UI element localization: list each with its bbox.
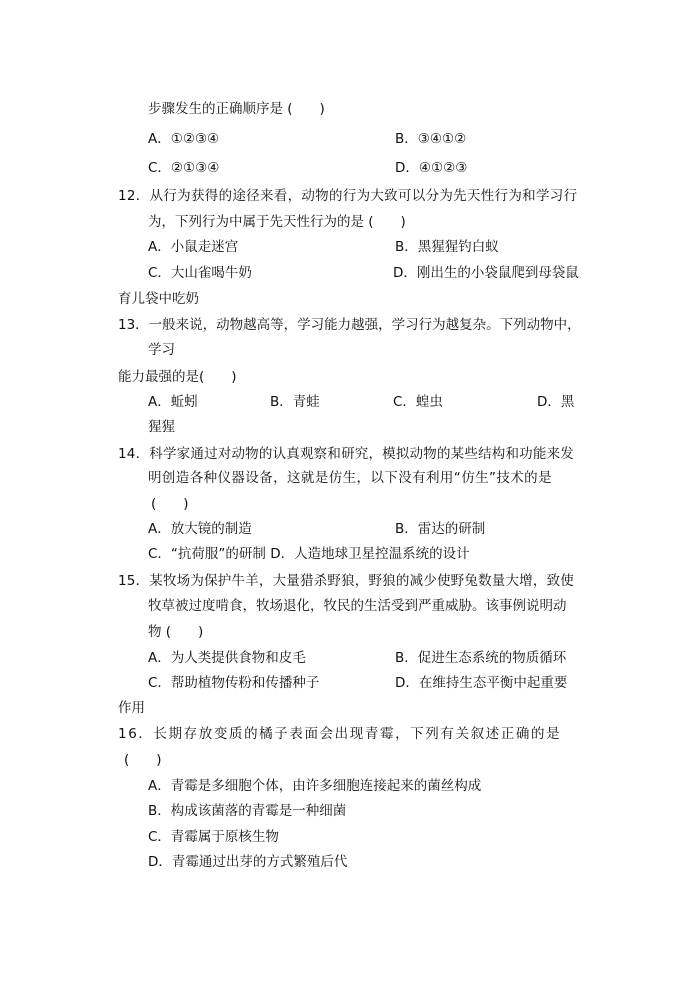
q13-option-b: B．青蛙: [270, 394, 320, 410]
q11-option-c: C．②①③④: [148, 160, 220, 176]
q13-option-a: A．蚯蚓: [148, 394, 198, 410]
q11-stem-continued: 步骤发生的正确顺序是 ( ): [148, 101, 325, 117]
q12-option-c: C．大山雀喝牛奶: [148, 265, 252, 281]
q13-stem-line1: 13．一般来说，动物越高等，学习能力越强，学习行为越复杂。下列动物中，: [118, 317, 581, 333]
q14-stem-line1: 14．科学家通过对动物的认真观察和研究，模拟动物的某些结构和功能来发: [118, 446, 574, 462]
q14-option-c-and-d: C．“抗荷服”的研制 D．人造地球卫星控温系统的设计: [148, 546, 470, 562]
q12-stem-line1: 12．从行为获得的途径来看，动物的行为大致可以分为先天性行为和学习行: [118, 188, 578, 204]
q16-option-b: B．构成该菌落的青霉是一种细菌: [148, 803, 347, 819]
q13-option-d: D．黑: [537, 394, 575, 410]
q11-option-b: B．③④①②: [395, 131, 467, 147]
q14-option-a: A．放大镜的制造: [148, 521, 252, 537]
q15-option-a: A．为人类提供食物和皮毛: [148, 650, 306, 666]
q15-option-d: D．在维持生态平衡中起重要: [395, 675, 568, 691]
q15-stem-line1: 15．某牧场为保护牛羊，大量猎杀野狼，野狼的减少使野兔数量大增，致使: [118, 573, 574, 589]
q14-option-b: B．雷达的研制: [395, 521, 486, 537]
q13-option-c: C．蝗虫: [393, 394, 443, 410]
q15-stem-line3: 物 ( ): [148, 624, 204, 640]
q15-option-c: C．帮助植物传粉和传播种子: [148, 675, 320, 691]
q16-option-d: D．青霉通过出芽的方式繁殖后代: [148, 854, 348, 870]
q16-option-c: C．青霉属于原核生物: [148, 829, 279, 845]
q15-option-b: B．促进生态系统的物质循环: [395, 650, 567, 666]
q12-option-a: A．小鼠走迷宫: [148, 239, 239, 255]
q13-option-d-continued: 猩猩: [148, 419, 175, 435]
q16-stem-line2: ( ): [124, 752, 162, 768]
q13-stem-line2: 学习: [148, 342, 175, 358]
q11-option-a: A．①②③④: [148, 131, 220, 147]
q15-option-d-continued: 作用: [118, 700, 145, 716]
q12-option-d: D．刚出生的小袋鼠爬到母袋鼠: [393, 265, 579, 281]
q12-option-b: B．黑猩猩钓白蚁: [395, 239, 499, 255]
q16-stem-line1: 16．长期存放变质的橘子表面会出现青霉，下列有关叙述正确的是: [118, 726, 562, 742]
q11-option-d: D．④①②③: [395, 160, 468, 176]
q14-stem-line3: ( ): [151, 496, 189, 512]
q15-stem-line2: 牧草被过度啃食，牧场退化，牧民的生活受到严重威胁。该事例说明动: [148, 598, 567, 614]
q12-stem-line2: 为，下列行为中属于先天性行为的是 ( ): [148, 214, 406, 230]
q13-stem-line3: 能力最强的是( ): [118, 369, 237, 385]
q16-option-a: A．青霉是多细胞个体，由许多细胞连接起来的菌丝构成: [148, 778, 482, 794]
q14-stem-line2: 明创造各种仪器设备，这就是仿生，以下没有利用“仿生”技术的是: [148, 470, 552, 486]
q12-option-d-continued: 育儿袋中吃奶: [118, 291, 199, 307]
